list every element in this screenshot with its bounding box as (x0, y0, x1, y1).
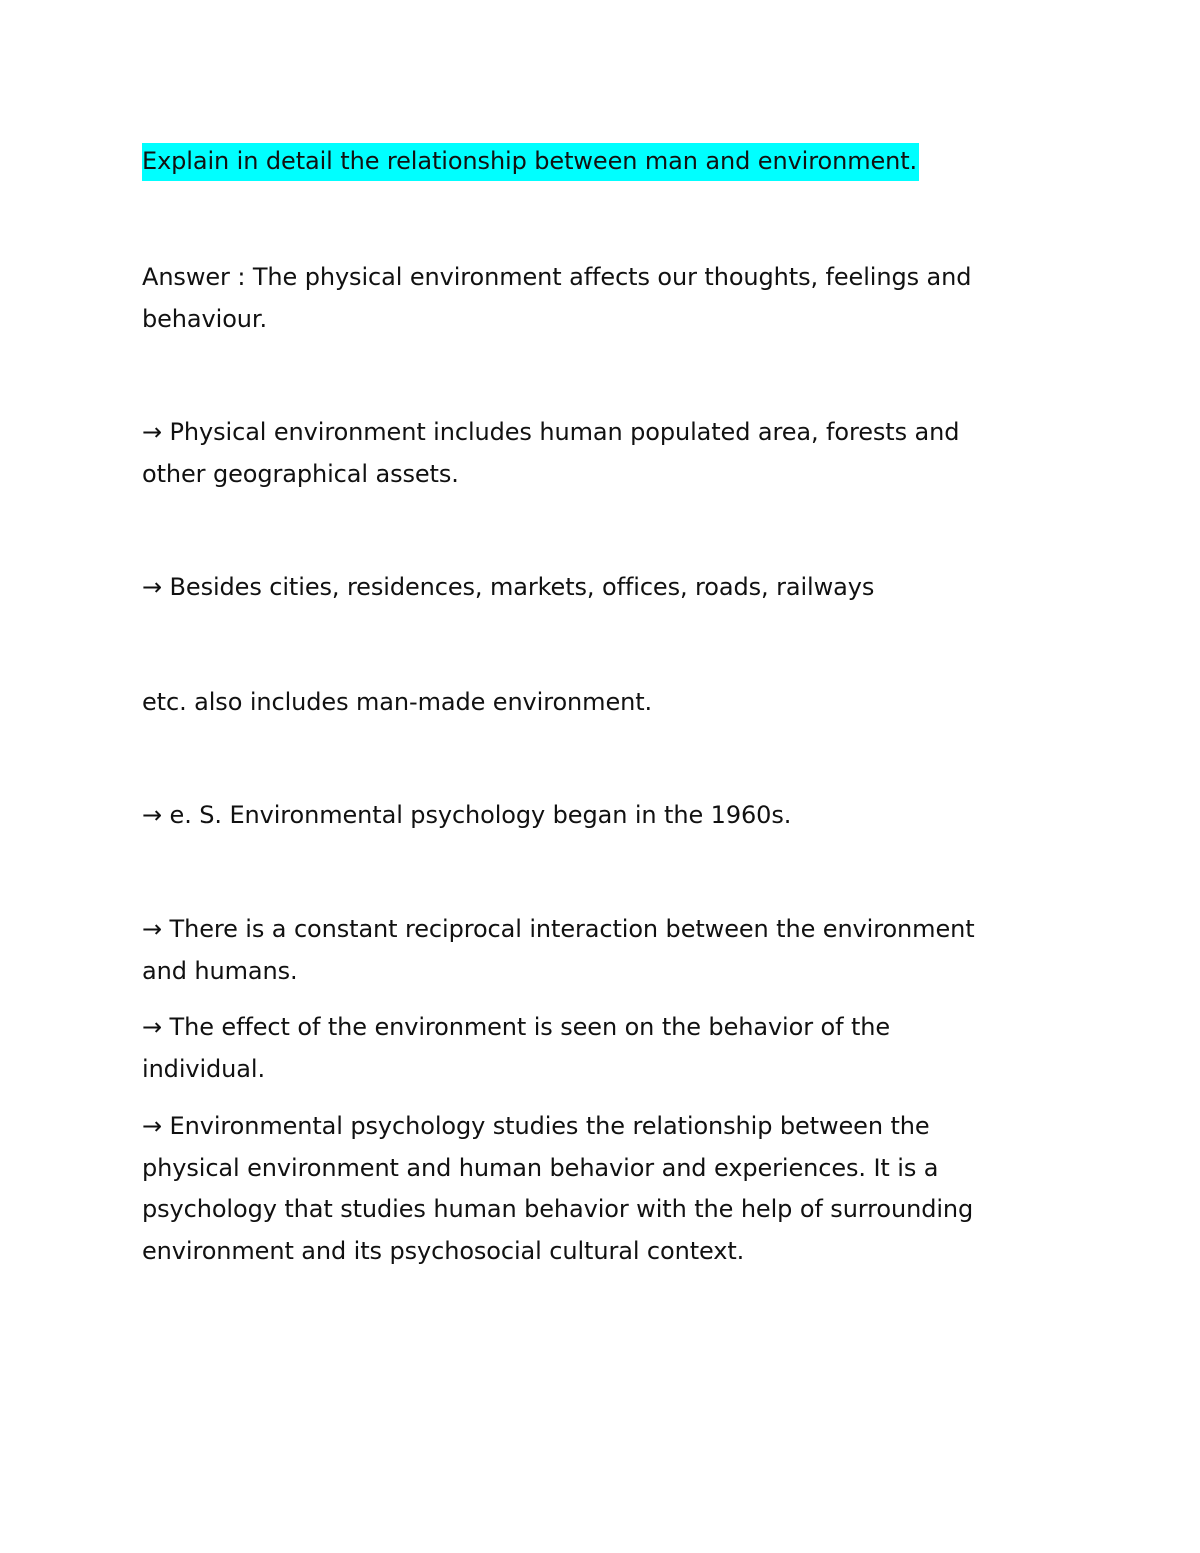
answer-line: Answer : The physical environment affects our thoughts, feelings and (142, 263, 972, 291)
point-environmental-psychology-studies-line-4: environment and its psychosocial cultural context. (142, 1237, 745, 1265)
point-environmental-psychology-studies-line-2: physical environment and human behavior and experiences. It is a (142, 1154, 939, 1182)
point-reciprocal-interaction: → There is a constant reciprocal interaction between the environment (142, 915, 975, 943)
question-highlight: Explain in detail the relationship between man and environment. (142, 143, 919, 181)
point-effect-on-behavior: → The effect of the environment is seen on the behavior of the (142, 1013, 891, 1041)
point-effect-on-behavior-continued: individual. (142, 1055, 266, 1083)
point-man-made-environment: etc. also includes man-made environment. (142, 688, 653, 716)
point-reciprocal-interaction-continued: and humans. (142, 957, 298, 985)
point-physical-environment: → Physical environment includes human populated area, forests and (142, 418, 960, 446)
point-environmental-psychology-studies: → Environmental psychology studies the relationship between the (142, 1112, 930, 1140)
question-line (142, 141, 919, 182)
answer-line-continued: behaviour. (142, 305, 267, 333)
point-physical-environment-continued: other geographical assets. (142, 460, 459, 488)
point-environmental-psychology-1960s: → e. S. Environmental psychology began in the 1960s. (142, 801, 792, 829)
point-besides-cities: → Besides cities, residences, markets, offices, roads, railways (142, 573, 875, 601)
point-environmental-psychology-studies-line-3: psychology that studies human behavior with the help of surrounding (142, 1195, 974, 1223)
